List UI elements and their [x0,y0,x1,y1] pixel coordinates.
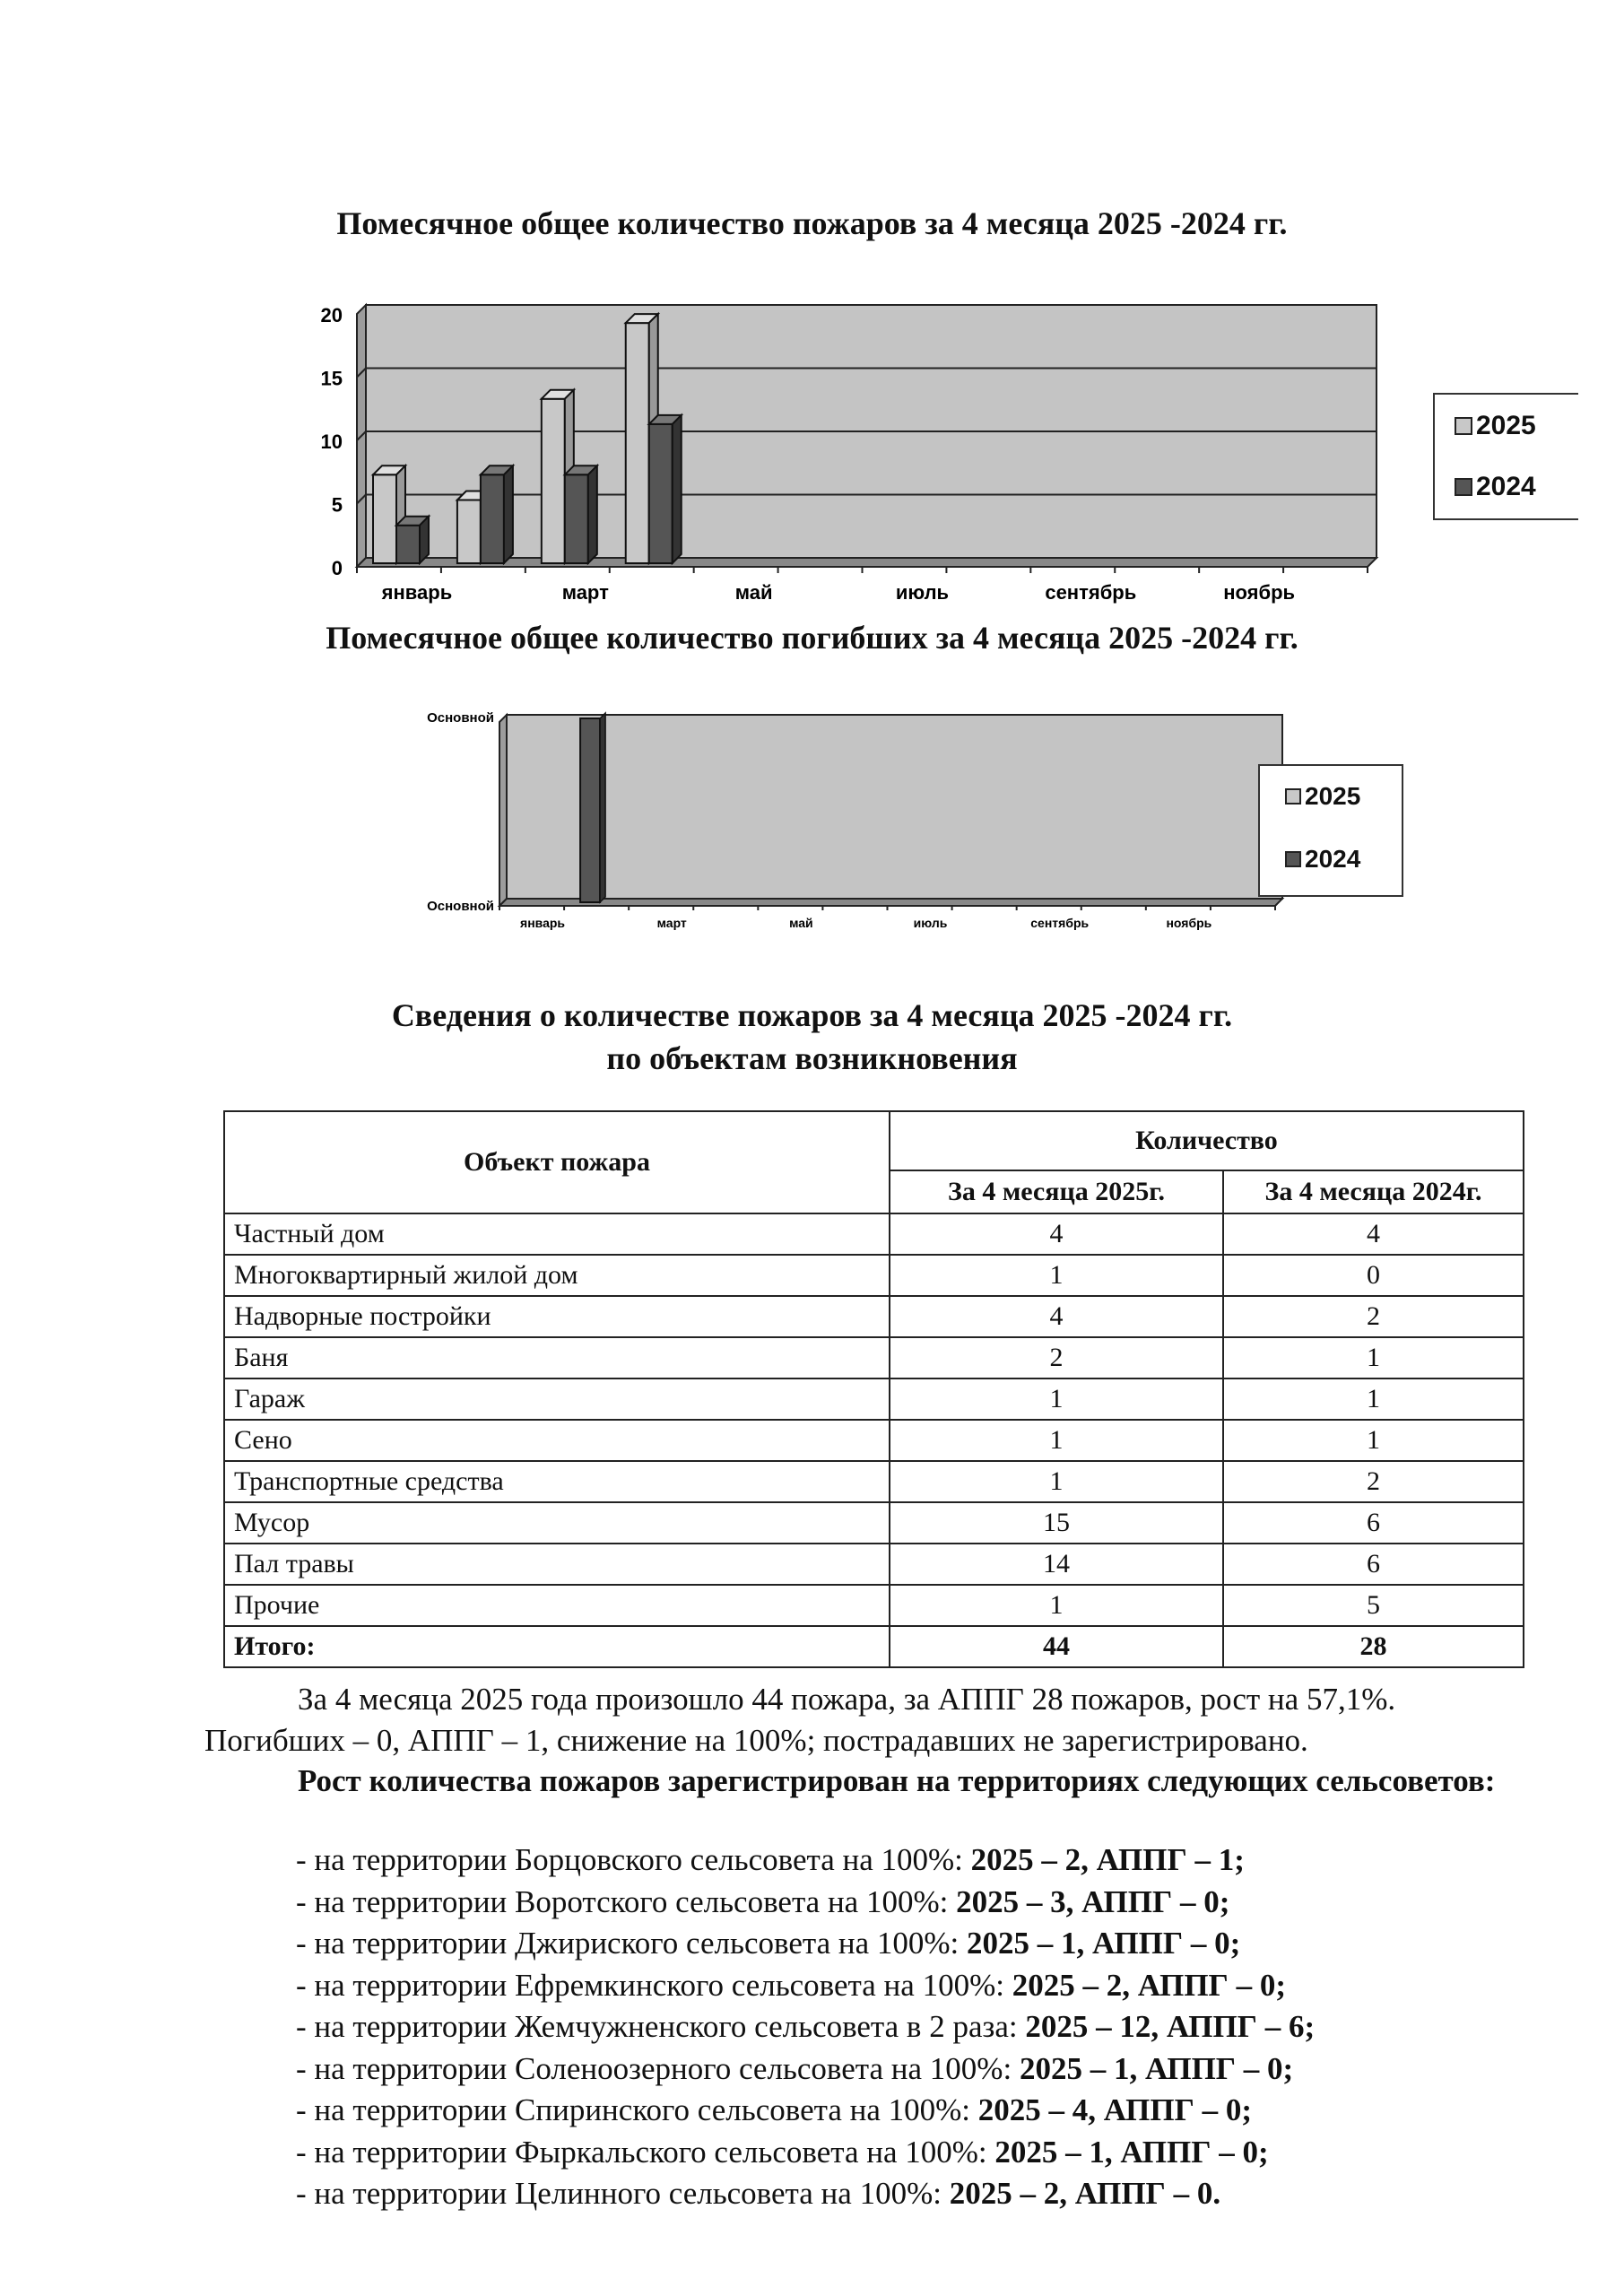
plot-floor [357,558,1376,567]
cell-object: Прочие [224,1585,890,1626]
cell-2025: 4 [890,1296,1223,1337]
cell-object: Надворные постройки [224,1296,890,1337]
council-figures: 2025 – 12, АППГ – 6; [1025,2009,1316,2044]
plot2-floor [499,899,1282,906]
x-tick-label: март [561,581,609,604]
x2-tick-label: март [656,916,687,930]
council-text: - на территории Фыркальского сельсовета на 100%: [296,2134,995,2170]
council-text: - на территории Жемчужненского сельсовета в 2 раза: [296,2009,1026,2044]
council-text: - на территории Целинного сельсовета на 100%: [296,2176,950,2211]
table-row [224,1213,1524,1255]
legend-item-2024 [1455,472,1536,502]
cell-2024: 2 [1223,1461,1524,1502]
total-2025: 44 [890,1626,1223,1667]
cell-2025: 4 [890,1213,1223,1255]
bar-2024-январь [396,517,429,563]
plot2-area [507,715,1282,899]
x2-tick-label: сентябрь [1030,916,1090,930]
col-2024-header: За 4 месяца 2024г. [1223,1170,1524,1213]
council-list-item [296,2173,1315,2215]
council-text: - на территории Спиринского сельсовета на 100%: [296,2092,978,2127]
cell-object: Мусор [224,1502,890,1544]
y-tick-label: 10 [320,430,343,453]
cell-2025: 1 [890,1378,1223,1420]
cell-2024: 1 [1223,1378,1524,1420]
council-list-item [296,2048,1315,2091]
legend2-item-2025 [1285,782,1360,811]
chart1-title: Помесячное общее количество пожаров за 4 месяца 2025 -2024 гг. [336,205,1288,241]
legend2-item-2024 [1285,845,1360,874]
y2-tick-bottom: Основной [427,899,494,914]
legend2-label-2024: 2024 [1305,845,1361,873]
chart2-title: Помесячное общее количество погибших за 4 месяца 2025 -2024 гг. [326,620,1298,656]
chart2-legend [1258,764,1403,897]
council-list-item [296,1839,1315,1882]
cell-2025: 1 [890,1255,1223,1296]
col-2025-header: За 4 месяца 2025г. [890,1170,1223,1213]
x2-tick-label: июль [913,916,948,930]
x-tick-label: ноябрь [1223,581,1296,604]
cell-2025: 2 [890,1337,1223,1378]
deaths-monthly-chart [395,700,1291,933]
bar2-2024-февраль [580,713,605,902]
table-row [224,1502,1524,1544]
bar-2024-апрель [649,415,682,563]
council-list-item [296,1882,1315,1924]
council-text: - на территории Джириского сельсовета на 100%: [296,1926,968,1961]
y-tick-label: 20 [320,304,343,326]
x-tick-label: июль [895,581,950,604]
bar-2024-февраль [481,465,513,563]
summary-heading [204,1761,1542,1802]
cell-2024: 2 [1223,1296,1524,1337]
cell-object: Гараж [224,1378,890,1420]
cell-2025: 1 [890,1461,1223,1502]
council-text: - на территории Ефремкинского сельсовета на 100%: [296,1967,1012,2003]
summary-p2-text: Погибших – 0, АППГ – 1, снижение на 100%; пострадавших не зарегистрировано. [204,1723,1308,1758]
total-label: Итого: [224,1626,890,1667]
summary-p1-text: За 4 месяца 2025 года произошло 44 пожара, за АППГ 28 пожаров, рост на 57,1%. [298,1682,1396,1717]
legend-label-2024: 2024 [1476,472,1536,501]
council-list-item [296,1965,1315,2007]
cell-2024: 6 [1223,1544,1524,1585]
table-title-line2: по объектам возникновения [606,1040,1018,1076]
council-figures: 2025 – 2, АППГ – 1; [970,1842,1245,1877]
council-list-item [296,2132,1315,2174]
table-row [224,1420,1524,1461]
council-figures: 2025 – 2, АППГ – 0. [949,2176,1221,2211]
cell-object: Пал травы [224,1544,890,1585]
total-2024: 28 [1223,1626,1524,1667]
x2-tick-label: январь [520,916,566,930]
fires-by-object-table [223,1110,1524,1668]
plot2-side-wall [499,715,507,906]
table-row [224,1337,1524,1378]
cell-object: Транспортные средства [224,1461,890,1502]
table-title-line1: Сведения о количестве пожаров за 4 месяца 2025 -2024 гг. [391,997,1233,1033]
council-text: - на территории Соленоозерного сельсовета на 100%: [296,2050,1020,2086]
cell-object: Сено [224,1420,890,1461]
table-row [224,1255,1524,1296]
fires-monthly-chart [305,296,1408,610]
cell-2024: 4 [1223,1213,1524,1255]
council-figures: 2025 – 1, АППГ – 0; [994,2134,1269,2170]
y2-tick-top: Основной [427,710,494,726]
x-tick-label: сентябрь [1045,581,1137,604]
council-list-item [296,1923,1315,1965]
council-list [296,1839,1315,2215]
summary-p1 [204,1679,1542,1720]
council-figures: 2025 – 3, АППГ – 0; [956,1883,1230,1919]
table-row [224,1585,1524,1626]
cell-2024: 0 [1223,1255,1524,1296]
cell-2025: 1 [890,1585,1223,1626]
council-figures: 2025 – 4, АППГ – 0; [977,2092,1253,2127]
table-row [224,1461,1524,1502]
x2-tick-label: ноябрь [1166,916,1212,930]
legend-label-2025: 2025 [1476,411,1536,440]
x2-tick-label: май [789,916,813,930]
cell-object: Баня [224,1337,890,1378]
legend2-swatch-2024 [1285,851,1301,867]
legend-swatch-2025 [1455,417,1472,435]
summary-heading-text: Рост количества пожаров зарегистрирован на территориях следующих сельсоветов: [298,1763,1496,1798]
council-figures: 2025 – 2, АППГ – 0; [1012,1967,1286,2003]
y-tick-label: 15 [320,367,343,390]
table-row [224,1544,1524,1585]
table-row [224,1378,1524,1420]
cell-2024: 1 [1223,1420,1524,1461]
cell-2024: 1 [1223,1337,1524,1378]
legend2-swatch-2025 [1285,788,1301,804]
cell-object: Частный дом [224,1213,890,1255]
council-list-item [296,2006,1315,2048]
table-body [224,1213,1524,1626]
x-tick-label: май [734,581,773,604]
cell-2024: 5 [1223,1585,1524,1626]
council-figures: 2025 – 1, АППГ – 0; [1019,2050,1294,2086]
cell-object: Многоквартирный жилой дом [224,1255,890,1296]
legend-swatch-2024 [1455,478,1472,496]
summary-p2 [204,1720,1542,1761]
council-list-item [296,2090,1315,2132]
table-row [224,1296,1524,1337]
cell-2024: 6 [1223,1502,1524,1544]
bar-2024-март [565,465,597,563]
council-text: - на территории Борцовского сельсовета на 100%: [296,1842,971,1877]
table-title [0,994,1624,1080]
y-tick-label: 0 [331,557,343,579]
council-text: - на территории Воротского сельсовета на 100%: [296,1883,957,1919]
legend2-label-2025: 2025 [1305,782,1361,810]
col-quantity-header: Количество [890,1111,1524,1170]
cell-2025: 1 [890,1420,1223,1461]
y-tick-label: 5 [331,493,343,517]
cell-2025: 14 [890,1544,1223,1585]
x-tick-label: январь [381,581,453,604]
cell-2025: 15 [890,1502,1223,1544]
chart1-legend [1433,393,1578,520]
col-object-header: Объект пожара [224,1111,890,1213]
legend-item-2025 [1455,411,1536,441]
council-figures: 2025 – 1, АППГ – 0; [967,1926,1241,1961]
table-total-row [224,1626,1524,1667]
